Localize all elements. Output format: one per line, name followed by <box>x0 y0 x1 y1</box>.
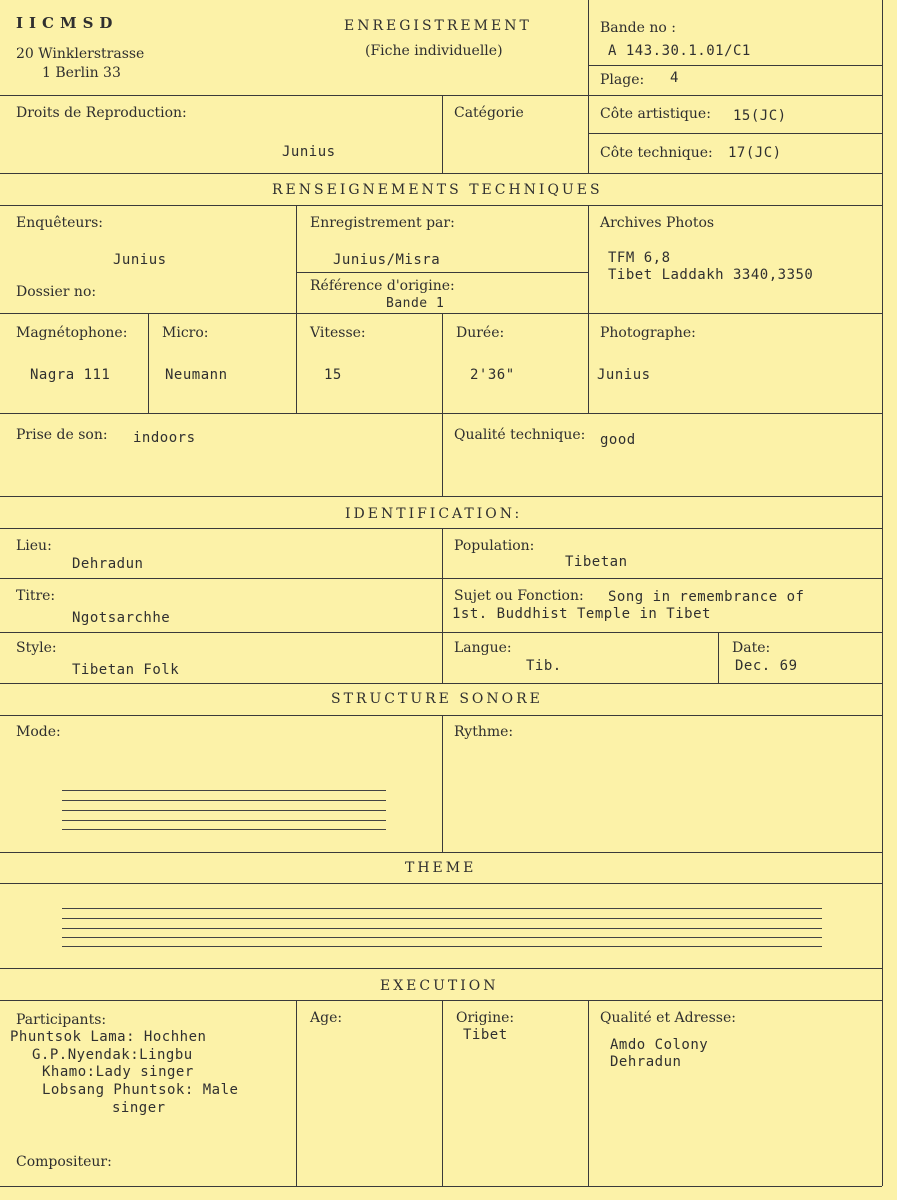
langue-label: Langue: <box>454 640 512 656</box>
age-label: Age: <box>310 1010 343 1026</box>
bande-label: Bande no : <box>600 20 676 36</box>
sujet-value-line-2: 1st. Buddhist Temple in Tibet <box>452 606 711 622</box>
enregistrement-label: Enregistrement par: <box>310 215 455 231</box>
population-value: Tibetan <box>565 554 628 570</box>
reference-value: Bande 1 <box>386 296 445 311</box>
participant-2: G.P.Nyendak:Lingbu <box>32 1047 193 1063</box>
compositeur-label: Compositeur: <box>16 1154 112 1170</box>
sujet-label: Sujet ou Fonction: <box>454 588 584 604</box>
magnetophone-value: Nagra 111 <box>30 367 111 383</box>
droits-label: Droits de Reproduction: <box>16 105 187 121</box>
archives-line-2: Tibet Laddakh 3340,3350 <box>608 267 814 283</box>
categorie-label: Catégorie <box>454 105 524 121</box>
micro-label: Micro: <box>162 325 209 341</box>
participant-4: Lobsang Phuntsok: Male <box>42 1082 239 1098</box>
organization-address-city: 1 Berlin 33 <box>42 65 121 81</box>
titre-label: Titre: <box>16 588 56 604</box>
sujet-value-line-1: Song in remembrance of <box>608 589 805 605</box>
date-label: Date: <box>732 640 771 656</box>
cote-artistique-label: Côte artistique: <box>600 106 711 122</box>
form-title: ENREGISTREMENT <box>344 18 532 34</box>
dossier-label: Dossier no: <box>16 284 97 300</box>
vitesse-value: 15 <box>324 367 342 383</box>
style-value: Tibetan Folk <box>72 662 180 678</box>
cote-technique-value: 17(JC) <box>728 145 782 161</box>
organization-name: IICMSD <box>16 14 119 32</box>
qualite-adresse-label: Qualité et Adresse: <box>600 1010 736 1026</box>
photographe-value: Junius <box>597 367 651 383</box>
theme-heading: THEME <box>405 860 477 876</box>
enqueteurs-label: Enquêteurs: <box>16 215 104 231</box>
archives-label: Archives Photos <box>600 215 715 231</box>
qualite-technique-value: good <box>600 432 636 448</box>
origine-value: Tibet <box>463 1027 508 1043</box>
execution-heading: EXECUTION <box>380 978 499 994</box>
vitesse-label: Vitesse: <box>310 325 366 341</box>
organization-address-street: 20 Winklerstrasse <box>16 46 145 62</box>
prise-label: Prise de son: <box>16 427 108 443</box>
participant-1: Phuntsok Lama: Hochhen <box>10 1029 207 1045</box>
adresse-line-1: Amdo Colony <box>610 1037 709 1053</box>
langue-value: Tib. <box>526 658 562 674</box>
lieu-value: Dehradun <box>72 556 144 572</box>
droits-value: Junius <box>282 144 336 160</box>
bande-value: A 143.30.1.01/C1 <box>608 43 751 59</box>
photographe-label: Photographe: <box>600 325 696 341</box>
tech-heading: RENSEIGNEMENTS TECHNIQUES <box>272 182 603 198</box>
participants-label: Participants: <box>16 1012 107 1028</box>
mode-label: Mode: <box>16 724 61 740</box>
enregistrement-value: Junius/Misra <box>333 252 441 268</box>
prise-value: indoors <box>133 430 196 446</box>
population-label: Population: <box>454 538 535 554</box>
enqueteurs-value: Junius <box>113 252 167 268</box>
cote-artistique-value: 15(JC) <box>733 108 787 124</box>
plage-value: 4 <box>670 70 679 86</box>
duree-label: Durée: <box>456 325 505 341</box>
origine-label: Origine: <box>456 1010 515 1026</box>
structure-heading: STRUCTURE SONORE <box>331 691 543 707</box>
participant-3: Khamo:Lady singer <box>42 1064 194 1080</box>
titre-value: Ngotsarchhe <box>72 610 171 626</box>
participant-4-continued: singer <box>112 1100 166 1116</box>
qualite-technique-label: Qualité technique: <box>454 427 586 443</box>
micro-value: Neumann <box>165 367 228 383</box>
lieu-label: Lieu: <box>16 538 52 554</box>
rythme-label: Rythme: <box>454 724 514 740</box>
magnetophone-label: Magnétophone: <box>16 325 128 341</box>
duree-value: 2'36" <box>470 367 515 383</box>
archives-line-1: TFM 6,8 <box>608 250 671 266</box>
form-subtitle: (Fiche individuelle) <box>365 43 503 59</box>
reference-label: Référence d'origine: <box>310 278 455 294</box>
cote-technique-label: Côte technique: <box>600 145 713 161</box>
plage-label: Plage: <box>600 72 645 88</box>
style-label: Style: <box>16 640 57 656</box>
date-value: Dec. 69 <box>735 658 798 674</box>
adresse-line-2: Dehradun <box>610 1054 682 1070</box>
identification-heading: IDENTIFICATION: <box>345 506 523 522</box>
